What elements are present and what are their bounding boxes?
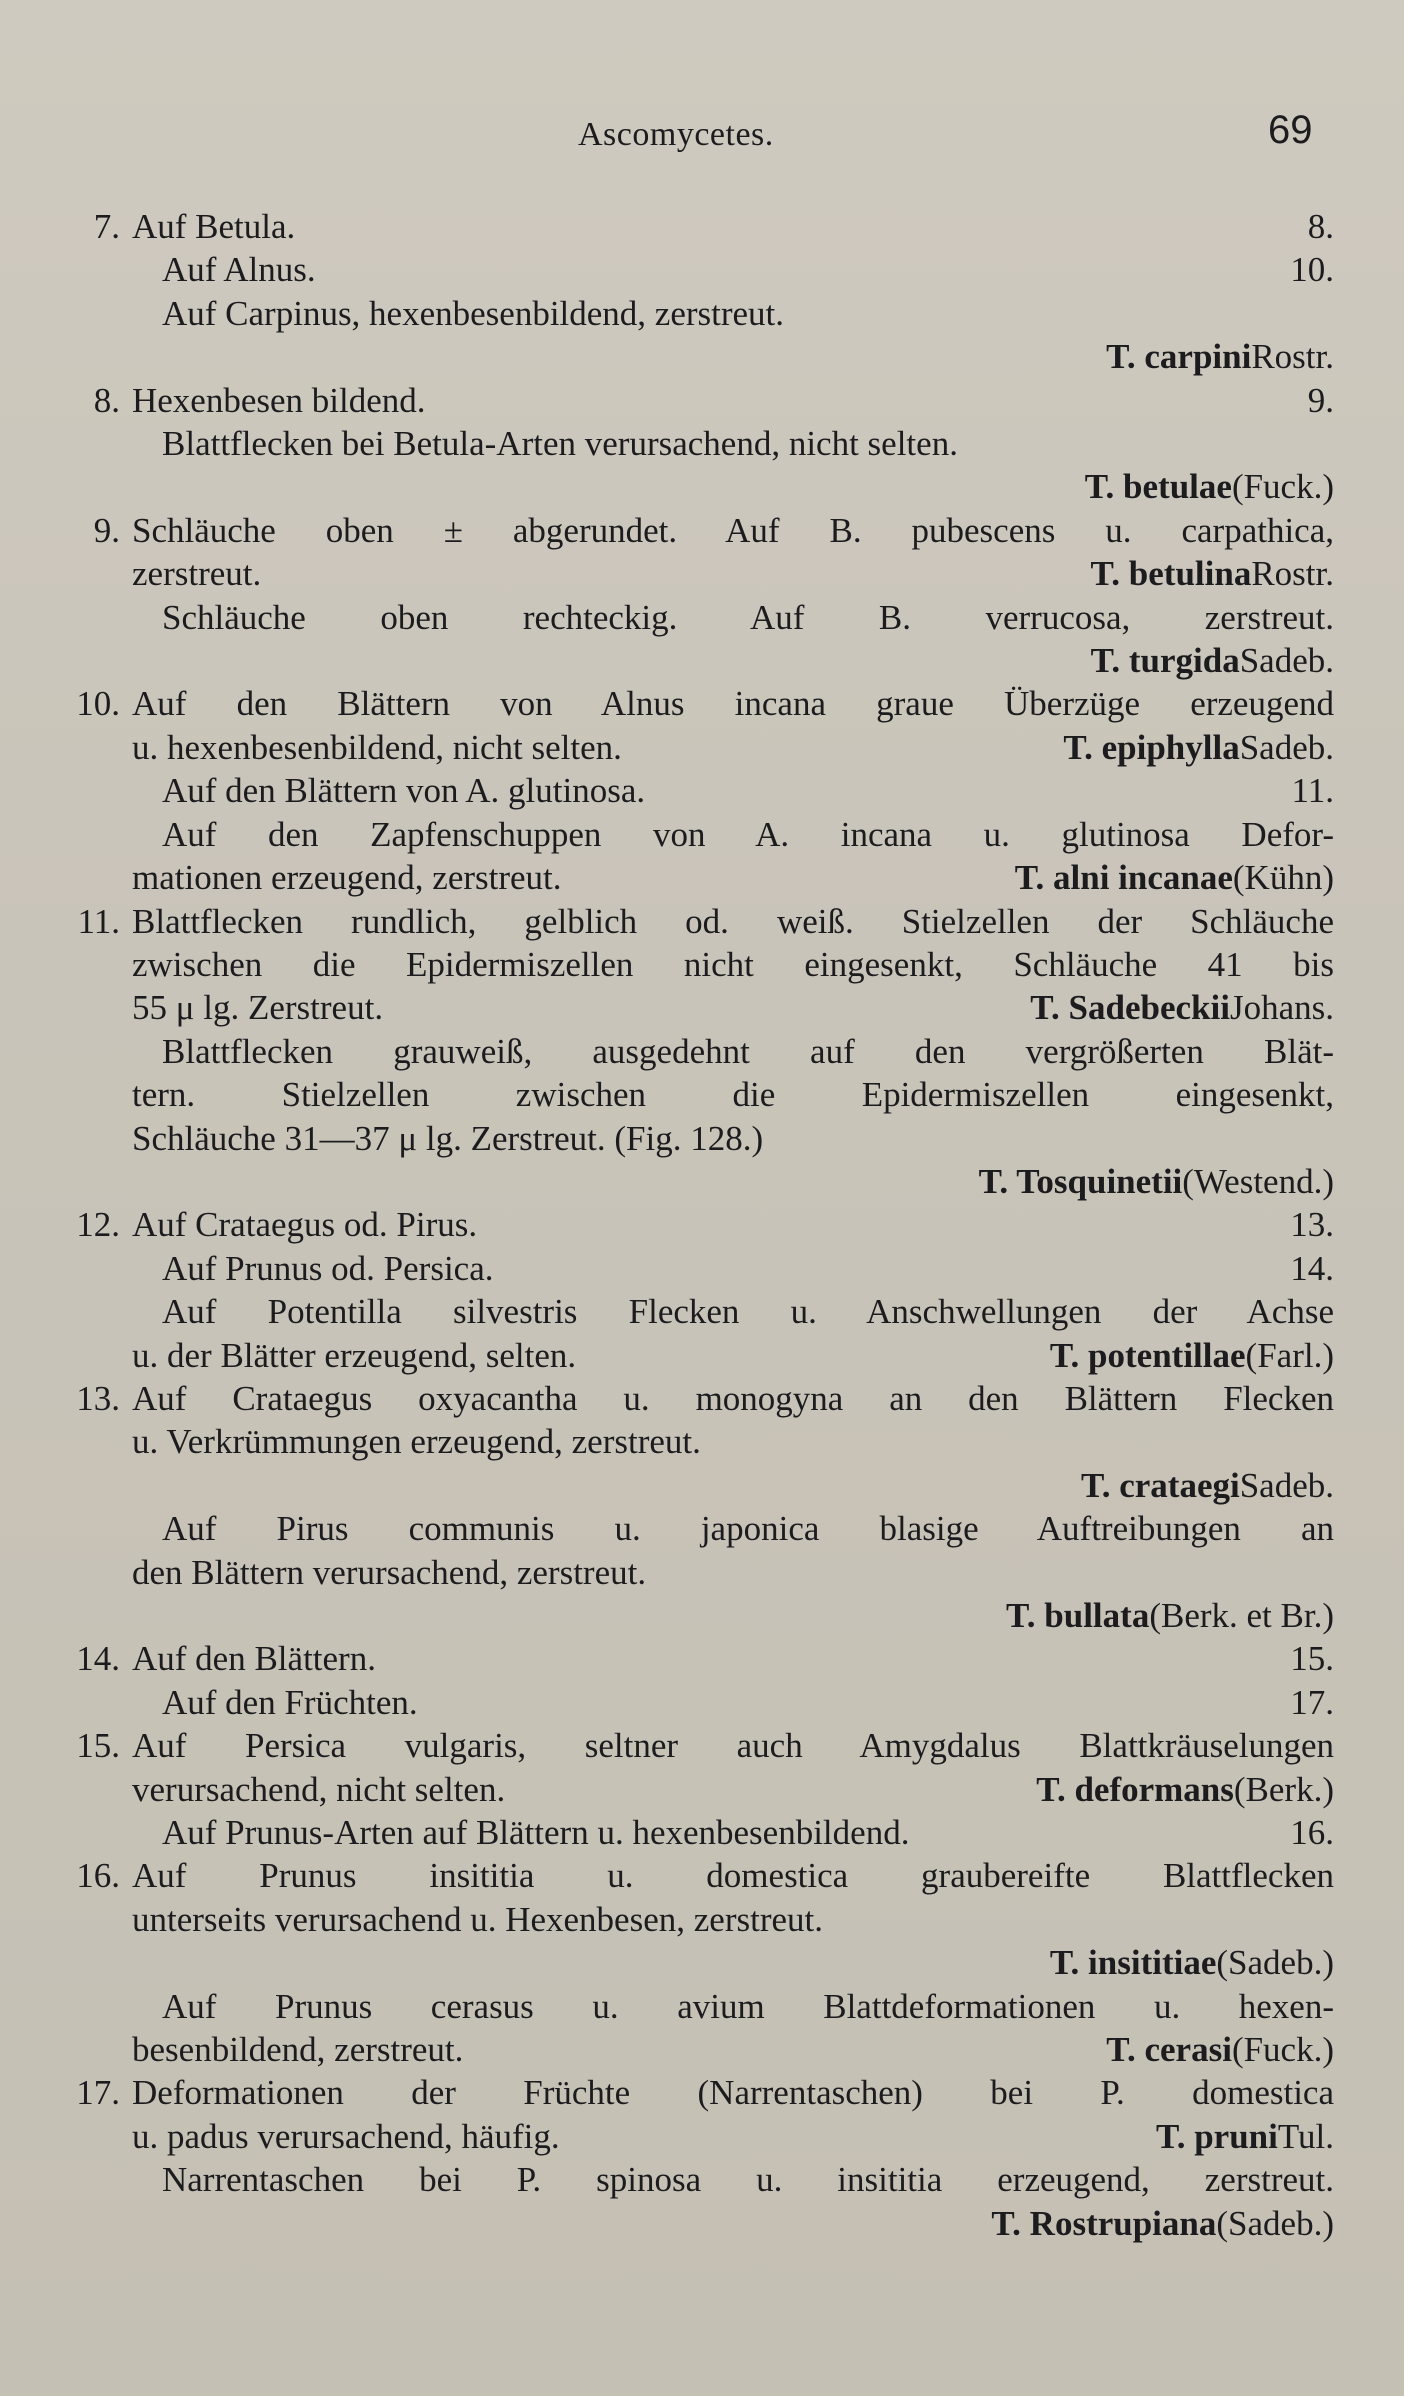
- key-line: [64, 1811, 1334, 1854]
- couplet-number: 17.: [76, 2073, 120, 2113]
- key-text: Hexenbesen bildend.: [132, 380, 426, 420]
- key-text-block: Blattflecken grauweiß, ausgedehnt auf den vergrößerten Blät-: [162, 1031, 1334, 1071]
- key-text-block: Auf Crataegus oxyacantha u. monogyna an den Blättern Flecken: [132, 1378, 1334, 1418]
- taxon-row: [120, 2202, 1334, 2245]
- key-line: [64, 1551, 1334, 1594]
- couplet-number-blank: [64, 2202, 120, 2245]
- key-line: [64, 1420, 1334, 1463]
- key-line: [64, 1290, 1334, 1333]
- key-line: [64, 1768, 1334, 1811]
- key-line: [64, 2115, 1334, 2158]
- taxon-binomial: T. betulina: [1090, 554, 1252, 594]
- couplet-number-blank: [64, 2115, 120, 2158]
- key-entry: [64, 1203, 1334, 1377]
- lead-reference: 11.: [1291, 771, 1334, 811]
- key-text: Auf den Früchten.: [162, 1682, 418, 1722]
- lead-reference: 8.: [1307, 207, 1334, 246]
- key-text-block: [120, 1551, 1334, 1594]
- taxon-row: [120, 1464, 1334, 1507]
- taxon-author: Tul.: [1277, 2116, 1334, 2156]
- key-line: [64, 1117, 1334, 1160]
- couplet-number-blank: [64, 2158, 120, 2201]
- couplet-number-blank: [64, 2028, 120, 2071]
- taxon-name: [979, 1160, 1334, 1203]
- couplet-number-blank: [64, 986, 120, 1029]
- key-line: [64, 335, 1334, 378]
- key-line: [64, 2071, 1334, 2114]
- key-line: [64, 1247, 1334, 1290]
- key-text: den Blättern verursachend, zerstreut.: [132, 1552, 647, 1592]
- taxon-binomial: T. potentillae: [1049, 1335, 1246, 1375]
- key-line: [64, 248, 1334, 291]
- couplet-number-blank: [64, 1117, 120, 1160]
- key-line: [64, 379, 1334, 422]
- spacer: [132, 639, 1091, 682]
- couplet-number-blank: [64, 769, 120, 812]
- lead-reference: 9.: [1307, 380, 1334, 420]
- couplet-number-blank: [64, 943, 120, 986]
- couplet-number-blank: [64, 1290, 120, 1333]
- couplet-number-blank: [64, 1811, 120, 1854]
- couplet-number: 11.: [77, 901, 120, 941]
- key-line: [64, 1464, 1334, 1507]
- key-text-block: [120, 1420, 1334, 1463]
- key-line: [64, 552, 1334, 595]
- lead-reference: 10.: [1290, 250, 1334, 290]
- key-text-block: [120, 292, 1334, 335]
- key-line: [64, 1160, 1334, 1203]
- spacer: [132, 1594, 1006, 1637]
- key-text-block: Schläuche oben rechteckig. Auf B. verrucosa, zerstreut.: [162, 597, 1334, 637]
- couplet-number-blank: [64, 596, 120, 639]
- key-line: [64, 856, 1334, 899]
- key-text-block: Auf Prunus insititia u. domestica graubereifte Blattflecken: [132, 1856, 1334, 1896]
- key-text-block: [120, 248, 1334, 291]
- couplet-number-blank: [64, 1247, 120, 1290]
- couplet-number: 13.: [76, 1378, 120, 1418]
- taxon-author: (Berk. et Br.): [1149, 1596, 1334, 1635]
- running-title: Ascomycetes.: [578, 116, 774, 153]
- key-line: [64, 1941, 1334, 1984]
- taxon-name: [1081, 1464, 1334, 1507]
- key-entry: [64, 1724, 1334, 1854]
- taxon-author: (Sadeb.): [1216, 2203, 1334, 2243]
- key-line: [64, 596, 1334, 639]
- couplet-number-blank: [64, 726, 120, 769]
- taxon-name: [1000, 986, 1334, 1029]
- key-text-block: tern. Stielzellen zwischen die Epidermiszellen eingesenkt,: [132, 1075, 1334, 1115]
- taxon-name: [1020, 1334, 1334, 1377]
- key-text-block: [120, 769, 1334, 812]
- taxon-author: Sadeb.: [1239, 641, 1334, 681]
- key-text-block: [120, 1334, 1334, 1377]
- key-text-block: Narrentaschen bei P. spinosa u. insititia erzeugend, zerstreut.: [162, 2160, 1334, 2200]
- key-text-block: [120, 1811, 1334, 1854]
- key-text-block: [120, 1247, 1334, 1290]
- couplet-number-blank: [64, 1420, 120, 1463]
- couplet-number-blank: [64, 292, 120, 335]
- key-text-block: [120, 205, 1334, 248]
- spacer: [132, 2202, 991, 2245]
- spacer: [132, 335, 1106, 378]
- couplet-number: 15.: [76, 1726, 120, 1766]
- key-text: verursachend, nicht selten.: [132, 1769, 506, 1809]
- couplet-number-blank: [64, 1941, 120, 1984]
- key-text-block: [120, 1898, 1334, 1941]
- taxon-author: (Farl.): [1245, 1335, 1334, 1375]
- key-line: [64, 1377, 1334, 1420]
- key-text: Blattflecken bei Betula-Arten verursachend, nicht selten.: [162, 424, 958, 464]
- key-line: [64, 943, 1334, 986]
- key-line: [64, 2202, 1334, 2245]
- spacer: [132, 1160, 979, 1203]
- key-text-block: Schläuche oben ± abgerundet. Auf B. pubescens u. carpathica,: [132, 510, 1334, 550]
- lead-reference: 16.: [1290, 1813, 1334, 1853]
- taxon-name: [1076, 2028, 1334, 2071]
- key-line: [64, 726, 1334, 769]
- key-text: Auf Crataegus od. Pirus.: [132, 1205, 478, 1245]
- key-text-block: Auf Prunus cerasus u. avium Blattdeformationen u. hexen-: [162, 1986, 1334, 2026]
- key-text: Schläuche 31—37 μ lg. Zerstreut. (Fig. 128.): [132, 1118, 764, 1158]
- page-number: 69: [1268, 108, 1313, 152]
- taxon-name: [1085, 465, 1334, 508]
- taxon-name: [985, 856, 1334, 899]
- key-line: [64, 900, 1334, 943]
- key-text-block: Auf Persica vulgaris, seltner auch Amygdalus Blattkräuselungen: [132, 1726, 1334, 1766]
- taxon-binomial: T. Sadebeckii: [1030, 988, 1230, 1028]
- key-text: besenbildend, zerstreut.: [132, 2030, 464, 2070]
- couplet-number-blank: [64, 1030, 120, 1073]
- taxon-name: [1006, 1594, 1334, 1637]
- key-line: [64, 465, 1334, 508]
- taxon-author: Rostr.: [1251, 554, 1334, 594]
- couplet-number-blank: [64, 1681, 120, 1724]
- taxon-author: Johans.: [1229, 988, 1334, 1028]
- couplet-number-blank: [64, 552, 120, 595]
- key-line: [64, 422, 1334, 465]
- key-text-block: Blattflecken rundlich, gelblich od. weiß. Stielzellen der Schläuche: [132, 901, 1334, 941]
- key-line: [64, 1681, 1334, 1724]
- taxon-binomial: T. crataegi: [1080, 1465, 1240, 1505]
- taxon-author: (Sadeb.): [1216, 1943, 1334, 1983]
- key-line: [64, 1637, 1334, 1680]
- key-line: [64, 2028, 1334, 2071]
- couplet-number: 10.: [76, 684, 120, 724]
- key-text: zerstreut.: [132, 554, 262, 594]
- taxon-author: (Berk.): [1233, 1769, 1334, 1809]
- spacer: [132, 465, 1085, 508]
- taxon-name: [1126, 2115, 1334, 2158]
- taxon-row: [120, 335, 1334, 378]
- key-text: unterseits verursachend u. Hexenbesen, zerstreut.: [132, 1899, 823, 1939]
- taxon-row: [120, 1160, 1334, 1203]
- couplet-number-blank: [64, 335, 120, 378]
- taxon-binomial: T. betulae: [1084, 467, 1232, 507]
- key-text: Auf Betula.: [132, 207, 296, 246]
- couplet-number-blank: [64, 465, 120, 508]
- taxon-name: [1033, 726, 1334, 769]
- key-entry: [64, 1854, 1334, 2071]
- couplet-number-blank: [64, 1768, 120, 1811]
- key-text-block: [120, 2028, 1334, 2071]
- taxon-binomial: T. epiphylla: [1063, 727, 1240, 767]
- key-text-block: Deformationen der Früchte (Narrentaschen) bei P. domestica: [132, 2073, 1334, 2113]
- taxon-name: [1091, 639, 1334, 682]
- key-text-block: [120, 1681, 1334, 1724]
- key-entry: [64, 1637, 1334, 1724]
- spacer: [132, 1464, 1081, 1507]
- identification-key: [64, 205, 1334, 2245]
- key-text: Auf Prunus od. Persica.: [162, 1248, 494, 1288]
- key-line: [64, 1507, 1334, 1550]
- key-line: [64, 639, 1334, 682]
- couplet-number: 14.: [76, 1639, 120, 1679]
- taxon-name: [1006, 1768, 1334, 1811]
- key-text: Auf Alnus.: [162, 250, 316, 290]
- key-line: [64, 1724, 1334, 1767]
- taxon-binomial: T. deformans: [1036, 1769, 1234, 1809]
- couplet-number-blank: [64, 1551, 120, 1594]
- key-text: Auf Prunus-Arten auf Blättern u. hexenbesenbildend.: [162, 1813, 910, 1853]
- taxon-author: (Westend.): [1182, 1161, 1334, 1201]
- taxon-binomial: T. Rostrupiana: [991, 2203, 1217, 2243]
- key-entry: [64, 2071, 1334, 2245]
- couplet-number: 12.: [76, 1205, 120, 1245]
- couplet-number-blank: [64, 639, 120, 682]
- key-text-block: [120, 726, 1334, 769]
- taxon-author: Sadeb.: [1239, 1465, 1334, 1505]
- key-entry: [64, 379, 1334, 509]
- key-text: u. hexenbesenbildend, nicht selten.: [132, 727, 622, 767]
- key-line: [64, 1073, 1334, 1116]
- taxon-author: Sadeb.: [1239, 727, 1334, 767]
- key-line: [64, 509, 1334, 552]
- key-text: u. Verkrümmungen erzeugend, zerstreut.: [132, 1422, 701, 1462]
- key-line: [64, 1854, 1334, 1897]
- lead-reference: 15.: [1290, 1639, 1334, 1679]
- taxon-name: [1106, 335, 1334, 378]
- key-text-block: [120, 422, 1334, 465]
- couplet-number: 8.: [93, 380, 120, 420]
- spacer: [132, 1941, 1050, 1984]
- couplet-number-blank: [64, 813, 120, 856]
- key-text-block: [120, 856, 1334, 899]
- key-line: [64, 813, 1334, 856]
- key-text-block: Auf den Zapfenschuppen von A. incana u. glutinosa Defor-: [162, 814, 1334, 854]
- couplet-number: 7.: [93, 207, 120, 246]
- key-text-block: Auf Potentilla silvestris Flecken u. Anschwellungen der Achse: [162, 1292, 1334, 1332]
- key-line: [64, 2158, 1334, 2201]
- key-line: [64, 682, 1334, 725]
- couplet-number-blank: [64, 1334, 120, 1377]
- taxon-binomial: T. Tosquinetii: [978, 1161, 1183, 1201]
- couplet-number-blank: [64, 856, 120, 899]
- key-entry: [64, 205, 1334, 379]
- taxon-author: (Kühn): [1232, 858, 1334, 898]
- key-text: u. der Blätter erzeugend, selten.: [132, 1335, 577, 1375]
- taxon-row: [120, 465, 1334, 508]
- key-text-block: [120, 1637, 1334, 1680]
- taxon-binomial: T. alni incanae: [1014, 858, 1233, 898]
- couplet-number-blank: [64, 1594, 120, 1637]
- taxon-binomial: T. turgida: [1090, 641, 1240, 681]
- taxon-row: [120, 639, 1334, 682]
- key-text: u. padus verursachend, häufig.: [132, 2116, 560, 2156]
- couplet-number-blank: [64, 1073, 120, 1116]
- key-text-block: Auf den Blättern von Alnus incana graue Überzüge erzeugend: [132, 684, 1334, 724]
- couplet-number-blank: [64, 422, 120, 465]
- taxon-name: [991, 2202, 1334, 2245]
- key-text: Auf den Blättern von A. glutinosa.: [162, 771, 646, 811]
- key-text-block: [120, 1768, 1334, 1811]
- key-entry: [64, 509, 1334, 683]
- taxon-binomial: T. cerasi: [1106, 2030, 1232, 2070]
- couplet-number: 16.: [76, 1856, 120, 1896]
- taxon-author: (Fuck.): [1231, 2030, 1334, 2070]
- key-line: [64, 1030, 1334, 1073]
- taxon-binomial: T. bullata: [1006, 1596, 1150, 1635]
- key-line: [64, 1898, 1334, 1941]
- couplet-number: 9.: [93, 510, 120, 550]
- key-line: [64, 769, 1334, 812]
- lead-reference: 13.: [1290, 1205, 1334, 1245]
- key-line: [64, 986, 1334, 1029]
- key-text: 55 μ lg. Zerstreut.: [132, 988, 384, 1028]
- key-text: mationen erzeugend, zerstreut.: [132, 858, 562, 898]
- key-text-block: [120, 2115, 1334, 2158]
- couplet-number-blank: [64, 1464, 120, 1507]
- taxon-binomial: T. insititiae: [1049, 1943, 1217, 1983]
- key-text-block: zwischen die Epidermiszellen nicht eingesenkt, Schläuche 41 bis: [132, 944, 1334, 984]
- key-line: [64, 1334, 1334, 1377]
- lead-reference: 14.: [1290, 1248, 1334, 1288]
- key-line: [64, 205, 1334, 248]
- couplet-number-blank: [64, 248, 120, 291]
- couplet-number-blank: [64, 1985, 120, 2028]
- couplet-number-blank: [64, 1898, 120, 1941]
- lead-reference: 17.: [1290, 1682, 1334, 1722]
- taxon-name: [1050, 1941, 1334, 1984]
- key-entry: [64, 900, 1334, 1204]
- key-line: [64, 1985, 1334, 2028]
- key-text-block: [120, 552, 1334, 595]
- key-text-block: [120, 1117, 1334, 1160]
- key-line: [64, 1203, 1334, 1246]
- key-text-block: [120, 986, 1334, 1029]
- couplet-number-blank: [64, 1160, 120, 1203]
- key-text-block: [120, 379, 1334, 422]
- taxon-row: [120, 1941, 1334, 1984]
- key-text-block: Auf Pirus communis u. japonica blasige Auftreibungen an: [162, 1509, 1334, 1549]
- taxon-author: (Fuck.): [1231, 467, 1334, 507]
- page-header: [0, 108, 1404, 168]
- key-line: [64, 292, 1334, 335]
- taxon-binomial: T. carpini: [1106, 337, 1252, 377]
- key-text: Auf Carpinus, hexenbesenbildend, zerstreut.: [162, 293, 785, 333]
- couplet-number-blank: [64, 1507, 120, 1550]
- key-line: [64, 1594, 1334, 1637]
- key-entry: [64, 682, 1334, 899]
- taxon-author: Rostr.: [1251, 337, 1334, 377]
- key-text: Auf den Blättern.: [132, 1639, 376, 1679]
- taxon-row: [120, 1594, 1334, 1637]
- key-entry: [64, 1377, 1334, 1637]
- taxon-binomial: T. pruni: [1155, 2116, 1278, 2156]
- taxon-name: [1061, 552, 1334, 595]
- key-text-block: [120, 1203, 1334, 1246]
